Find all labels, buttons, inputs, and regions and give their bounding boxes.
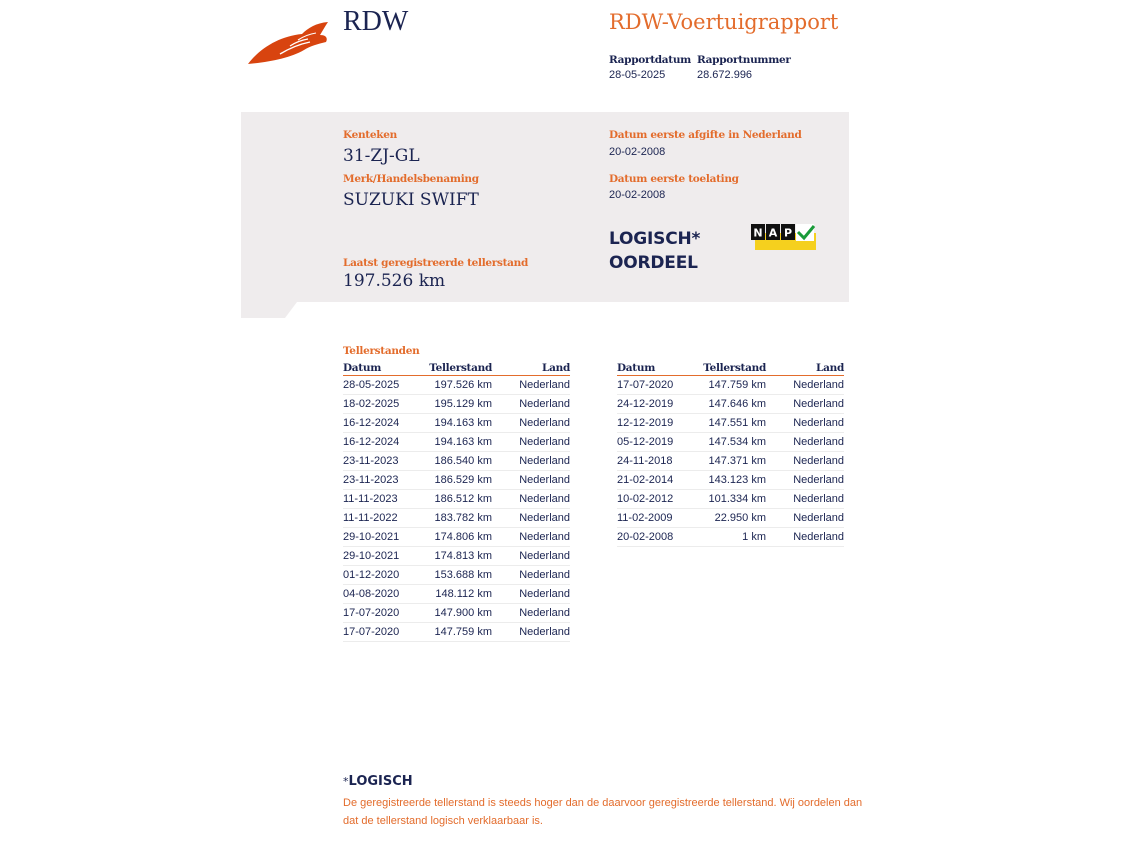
cell-datum: 23-11-2023 xyxy=(343,452,423,471)
col-tellerstand: Tellerstand xyxy=(423,362,492,376)
cell-tellerstand: 183.782 km xyxy=(423,509,492,528)
nap-logo-icon xyxy=(751,224,816,250)
cell-datum: 10-02-2012 xyxy=(617,490,697,509)
cell-land: Nederland xyxy=(492,528,570,547)
cell-tellerstand: 153.688 km xyxy=(423,566,492,585)
table-row xyxy=(343,623,570,642)
cell-land: Nederland xyxy=(492,604,570,623)
cell-tellerstand: 147.371 km xyxy=(697,452,766,471)
readings-table-right xyxy=(617,362,844,547)
table-row xyxy=(343,395,570,414)
cell-datum: 12-12-2019 xyxy=(617,414,697,433)
verdict xyxy=(609,227,700,275)
cell-land: Nederland xyxy=(766,452,844,471)
readings-table-left xyxy=(343,362,570,642)
readings-title: Tellerstanden xyxy=(343,345,420,357)
plate-label: Kenteken xyxy=(343,129,397,141)
footnote-text: De geregistreerde tellerstand is steeds hoger dan de daarvoor geregistreerde tellerstand. Wij oordelen dan dat de tellerstand logisch verklaarbaar is. xyxy=(343,797,863,827)
table-row xyxy=(343,604,570,623)
table-row xyxy=(617,433,844,452)
cell-tellerstand: 174.806 km xyxy=(423,528,492,547)
odometer-value: 197.526 km xyxy=(343,271,446,291)
cell-tellerstand: 147.646 km xyxy=(697,395,766,414)
cell-land: Nederland xyxy=(766,376,844,395)
col-land: Land xyxy=(766,362,844,376)
cell-land: Nederland xyxy=(492,547,570,566)
cell-datum: 17-07-2020 xyxy=(343,604,423,623)
table-row xyxy=(343,433,570,452)
vehicle-summary-panel xyxy=(241,112,849,318)
table-row xyxy=(617,414,844,433)
table-row xyxy=(617,452,844,471)
cell-datum: 29-10-2021 xyxy=(343,528,423,547)
cell-land: Nederland xyxy=(766,528,844,547)
nap-letter-a: A xyxy=(768,226,778,240)
cell-tellerstand: 147.759 km xyxy=(697,376,766,395)
cell-datum: 17-07-2020 xyxy=(343,623,423,642)
cell-tellerstand: 22.950 km xyxy=(697,509,766,528)
first-issue-nl-value: 20-02-2008 xyxy=(609,146,666,158)
cell-tellerstand: 186.512 km xyxy=(423,490,492,509)
table-row xyxy=(343,528,570,547)
table-header-row xyxy=(617,362,844,376)
cell-tellerstand: 147.900 km xyxy=(423,604,492,623)
cell-land: Nederland xyxy=(492,585,570,604)
report-date: 28-05-2025 xyxy=(609,69,666,81)
make-label: Merk/Handelsbenaming xyxy=(343,173,479,185)
footnote-title-text: LOGISCH xyxy=(348,774,413,789)
first-admission-value: 20-02-2008 xyxy=(609,189,666,201)
table-row xyxy=(617,509,844,528)
cell-datum: 24-11-2018 xyxy=(617,452,697,471)
footnote-title xyxy=(343,774,413,789)
nap-letter-p: P xyxy=(783,226,793,240)
cell-land: Nederland xyxy=(492,490,570,509)
cell-land: Nederland xyxy=(766,509,844,528)
plate-value: 31-ZJ-GL xyxy=(343,146,420,166)
table-row xyxy=(343,471,570,490)
first-issue-nl-label: Datum eerste afgifte in Nederland xyxy=(609,129,802,141)
cell-datum: 18-02-2025 xyxy=(343,395,423,414)
odometer-label: Laatst geregistreerde tellerstand xyxy=(343,257,529,269)
make-value: SUZUKI SWIFT xyxy=(343,190,479,210)
col-land: Land xyxy=(492,362,570,376)
table-row xyxy=(617,471,844,490)
table-row xyxy=(343,547,570,566)
cell-datum: 20-02-2008 xyxy=(617,528,697,547)
cell-datum: 29-10-2021 xyxy=(343,547,423,566)
table-row xyxy=(617,376,844,395)
cell-land: Nederland xyxy=(492,433,570,452)
report-date-label: Rapportdatum xyxy=(609,54,691,66)
cell-datum: 11-11-2023 xyxy=(343,490,423,509)
cell-land: Nederland xyxy=(766,414,844,433)
cell-datum: 28-05-2025 xyxy=(343,376,423,395)
cell-land: Nederland xyxy=(492,452,570,471)
table-row xyxy=(343,490,570,509)
cell-tellerstand: 148.112 km xyxy=(423,585,492,604)
nap-letter-n: N xyxy=(753,226,763,240)
cell-tellerstand: 195.129 km xyxy=(423,395,492,414)
cell-tellerstand: 174.813 km xyxy=(423,547,492,566)
footnote-star: * xyxy=(343,775,349,788)
rdw-logo-icon xyxy=(246,20,330,66)
cell-datum: 24-12-2019 xyxy=(617,395,697,414)
cell-datum: 17-07-2020 xyxy=(617,376,697,395)
cell-tellerstand: 197.526 km xyxy=(423,376,492,395)
table-header-row xyxy=(343,362,570,376)
cell-land: Nederland xyxy=(766,395,844,414)
cell-tellerstand: 147.759 km xyxy=(423,623,492,642)
table-row xyxy=(617,490,844,509)
cell-land: Nederland xyxy=(766,471,844,490)
cell-land: Nederland xyxy=(492,509,570,528)
cell-land: Nederland xyxy=(492,376,570,395)
cell-datum: 01-12-2020 xyxy=(343,566,423,585)
verdict-line-2: OORDEEL xyxy=(609,253,698,273)
report-number: 28.672.996 xyxy=(697,69,753,81)
cell-datum: 05-12-2019 xyxy=(617,433,697,452)
cell-land: Nederland xyxy=(492,414,570,433)
table-row xyxy=(343,509,570,528)
cell-datum: 04-08-2020 xyxy=(343,585,423,604)
col-datum: Datum xyxy=(343,362,423,376)
cell-datum: 11-11-2022 xyxy=(343,509,423,528)
cell-tellerstand: 186.529 km xyxy=(423,471,492,490)
table-row xyxy=(617,395,844,414)
verdict-line-1: LOGISCH* xyxy=(609,229,701,249)
cell-land: Nederland xyxy=(492,566,570,585)
report-number-label: Rapportnummer xyxy=(697,54,791,66)
cell-datum: 21-02-2014 xyxy=(617,471,697,490)
cell-tellerstand: 194.163 km xyxy=(423,433,492,452)
cell-tellerstand: 147.534 km xyxy=(697,433,766,452)
cell-tellerstand: 143.123 km xyxy=(697,471,766,490)
cell-datum: 11-02-2009 xyxy=(617,509,697,528)
table-row xyxy=(343,452,570,471)
table-row xyxy=(343,566,570,585)
table-row xyxy=(343,585,570,604)
cell-tellerstand: 1 km xyxy=(697,528,766,547)
table-row xyxy=(343,414,570,433)
cell-land: Nederland xyxy=(766,490,844,509)
cell-tellerstand: 194.163 km xyxy=(423,414,492,433)
cell-tellerstand: 186.540 km xyxy=(423,452,492,471)
table-row xyxy=(343,376,570,395)
cell-land: Nederland xyxy=(492,395,570,414)
cell-land: Nederland xyxy=(492,623,570,642)
brand-name: RDW xyxy=(343,6,409,37)
cell-datum: 23-11-2023 xyxy=(343,471,423,490)
col-tellerstand: Tellerstand xyxy=(697,362,766,376)
cell-land: Nederland xyxy=(492,471,570,490)
cell-tellerstand: 147.551 km xyxy=(697,414,766,433)
report-title: RDW-Voertuigrapport xyxy=(609,10,839,34)
cell-datum: 16-12-2024 xyxy=(343,414,423,433)
cell-tellerstand: 101.334 km xyxy=(697,490,766,509)
cell-land: Nederland xyxy=(766,433,844,452)
first-admission-label: Datum eerste toelating xyxy=(609,173,739,185)
cell-datum: 16-12-2024 xyxy=(343,433,423,452)
table-row xyxy=(617,528,844,547)
col-datum: Datum xyxy=(617,362,697,376)
